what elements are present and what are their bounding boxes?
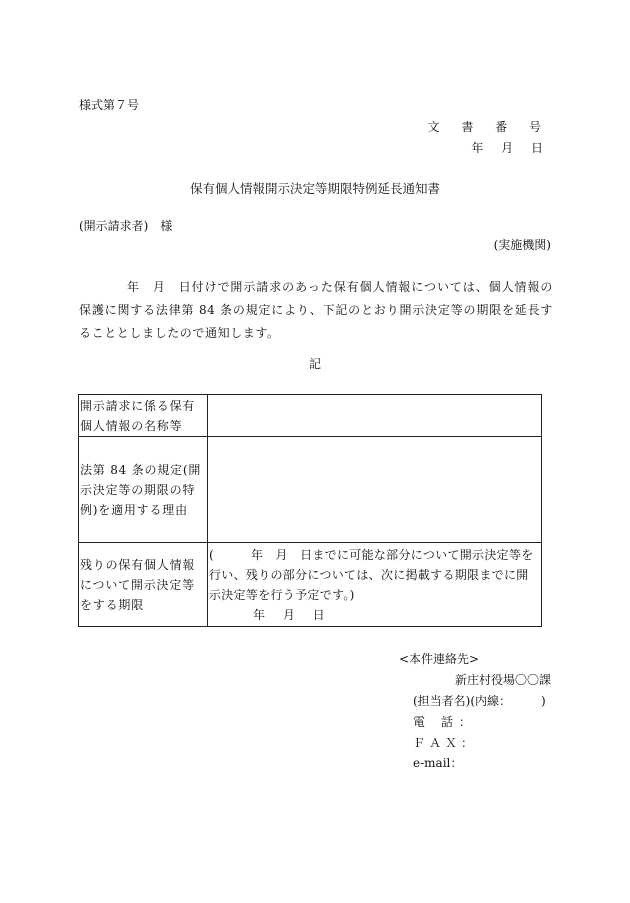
request-name-label: 開示請求に係る保有個人情報の名称等: [79, 395, 208, 437]
ki-heading: 記: [308, 357, 321, 371]
issuing-agency: (実施機関): [493, 238, 551, 252]
reason-label: [79, 437, 208, 543]
document-title: 保有個人情報開示決定等期限特例延長通知書: [189, 181, 440, 196]
reason-label-text: 法第 84 条の規定(開示決定等の期限の特例)を適用する理由: [80, 462, 202, 517]
deadline-value: [208, 543, 542, 627]
body-paragraph: 年 月 日付けで開示請求のあった保有個人情報については、個人情報の保護に関する法律第 84 条の規定により、下記のとおり開示決定等の期限を延長することとしましたので通知します。: [79, 280, 553, 340]
contact-phone: 電 話：: [413, 715, 477, 729]
deadline-label: 残りの保有個人情報について開示決定等をする期限: [79, 543, 208, 627]
table-row: [79, 395, 542, 437]
contact-header: <本件連絡先>: [399, 652, 480, 666]
document-number-label: 文 書 番 号: [427, 120, 550, 134]
deadline-description: ( 年 月 日までに可能な部分について開示決定等を行い、残りの部分については、次に掲載する期限までに開示決定等を行う予定です。): [209, 547, 534, 602]
contact-email: e-mail：: [413, 756, 463, 770]
document-date-label: 年 月 日: [471, 141, 550, 155]
table-row: [79, 543, 542, 627]
deadline-date: 年 月 日: [253, 607, 332, 622]
table-row: [79, 437, 542, 543]
reason-value: [208, 437, 542, 543]
addressee: (開示請求者) 様: [79, 219, 173, 233]
form-number: 様式第７号: [79, 98, 140, 112]
contact-office: 新庄村役場〇〇課: [454, 673, 551, 687]
request-name-value: [208, 395, 542, 437]
contact-fax: ＦＡＸ：: [413, 736, 478, 750]
info-table: [78, 394, 542, 627]
contact-person: (担当者名)(内線： ): [413, 694, 546, 708]
